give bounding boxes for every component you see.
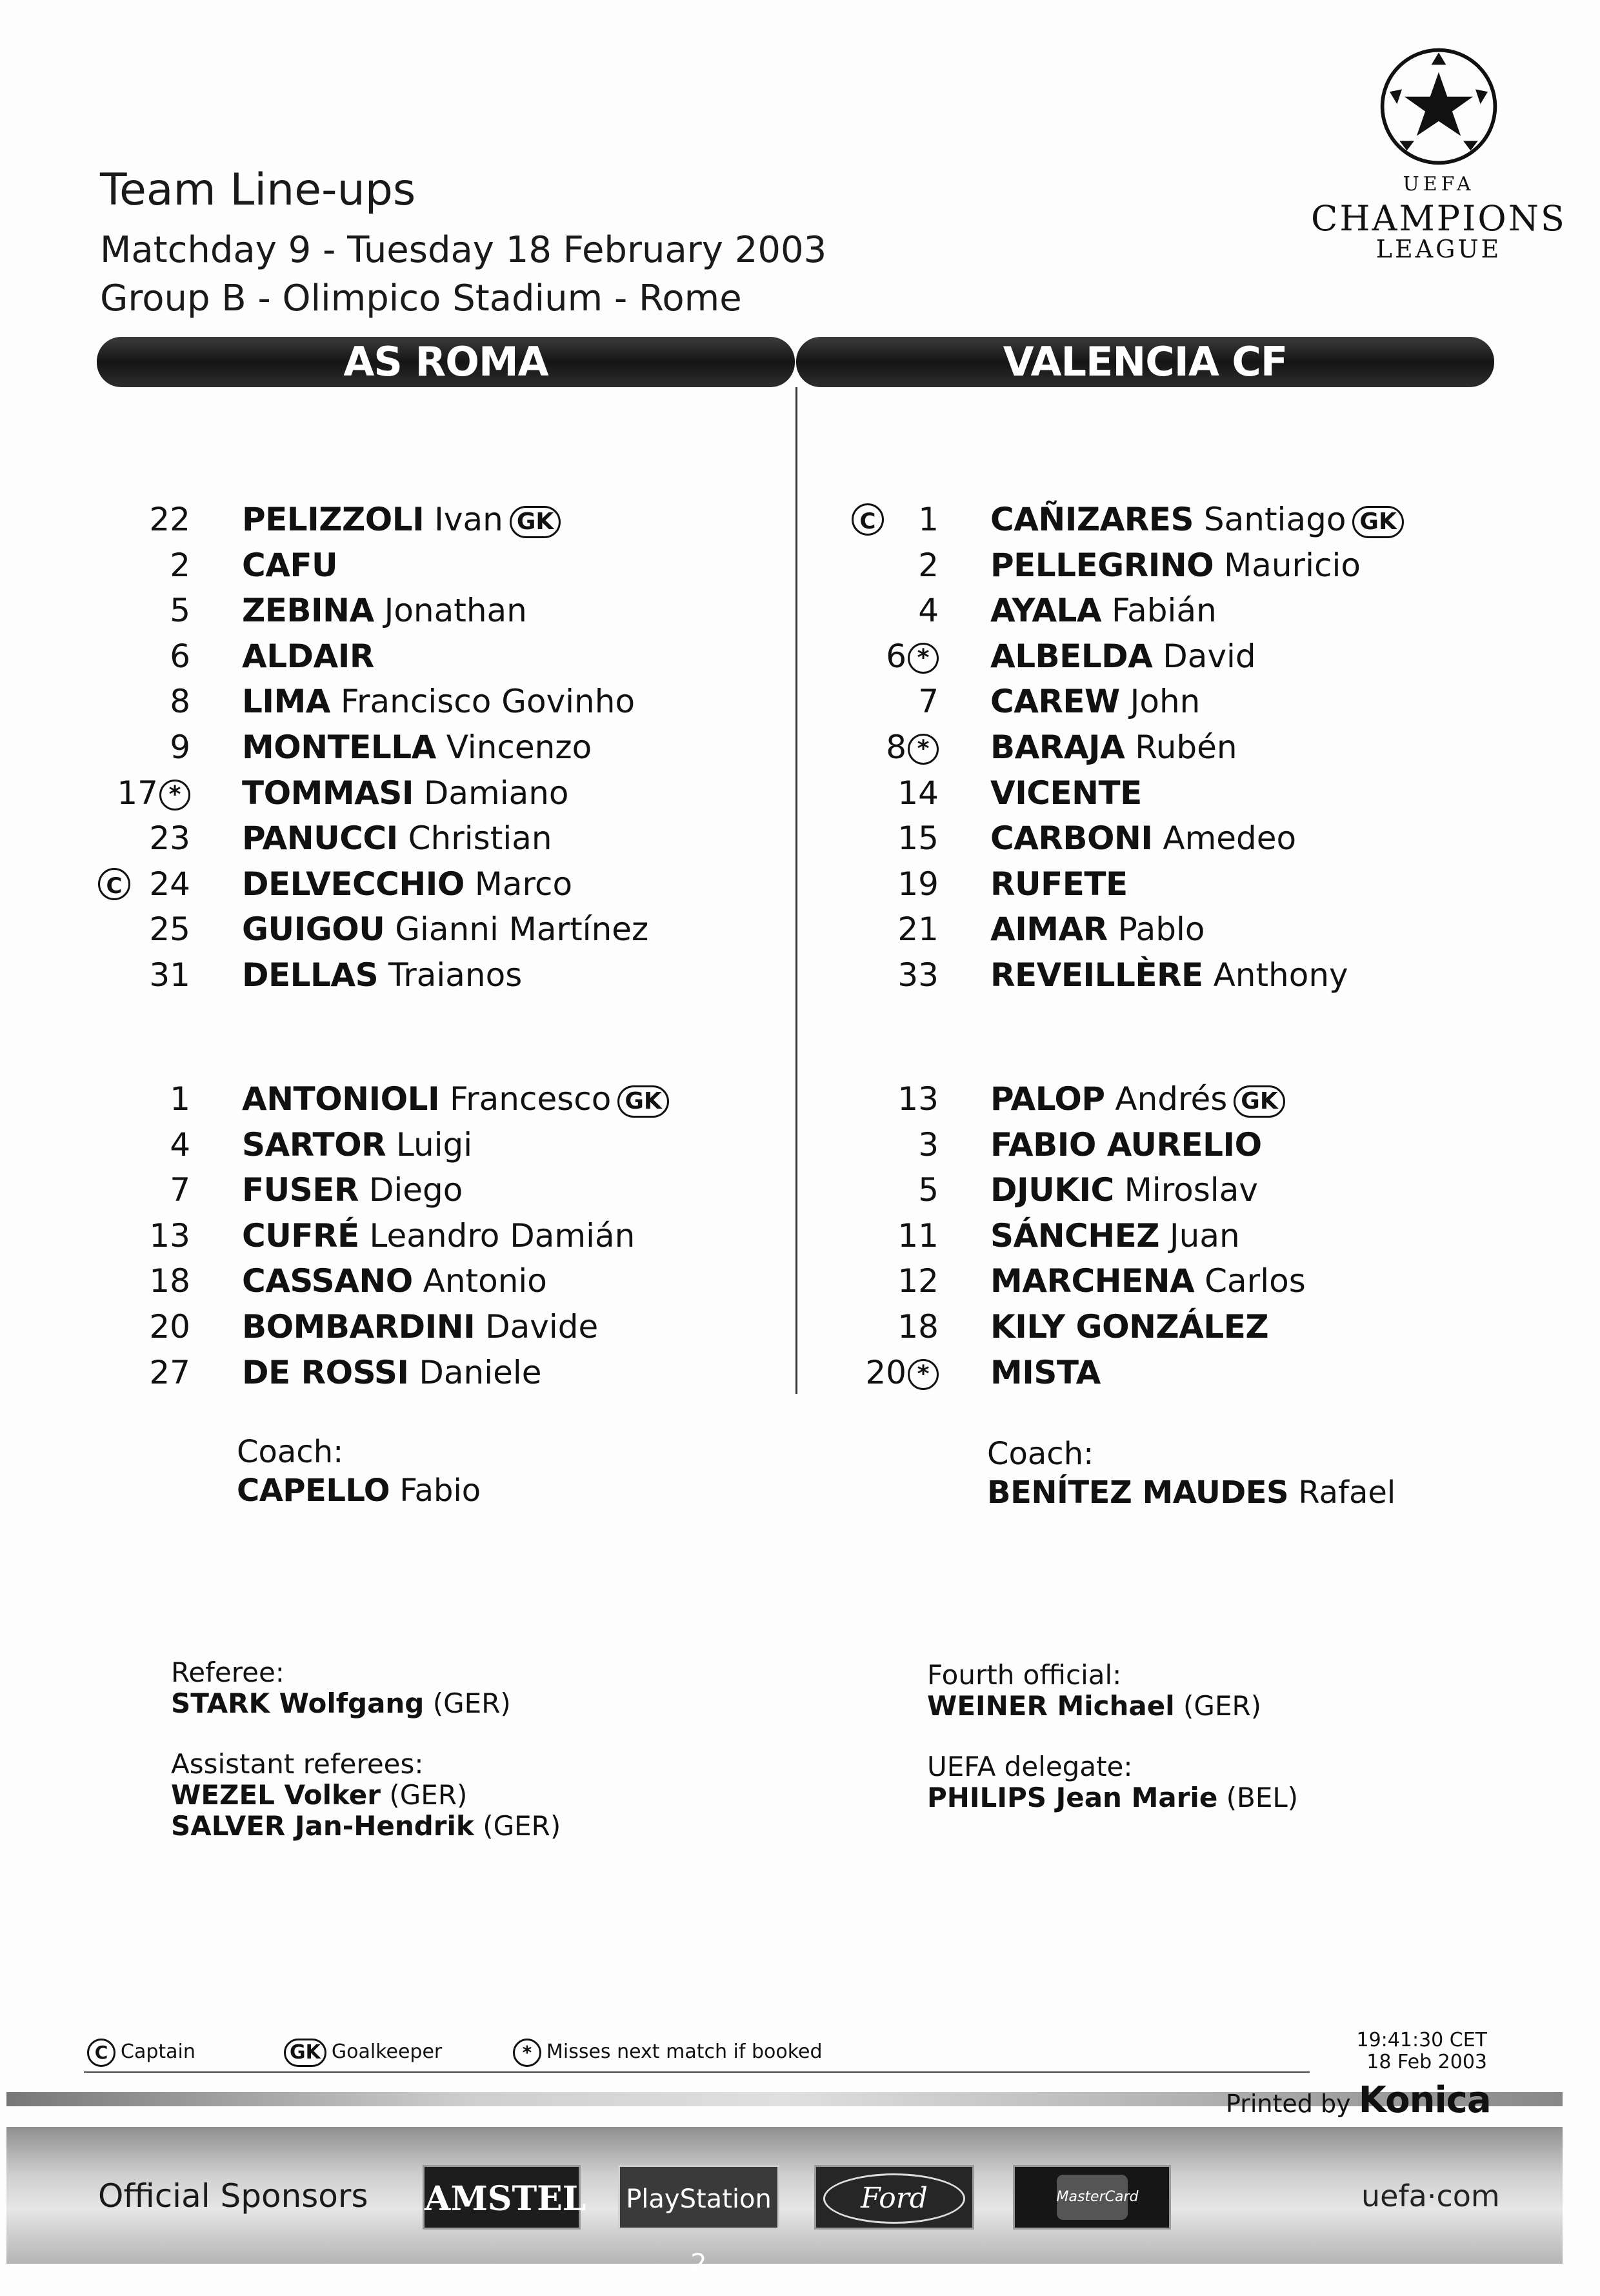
player-name bbox=[990, 907, 1205, 952]
delegate-name: PHILIPS Jean Marie bbox=[927, 1782, 1218, 1813]
player-row bbox=[832, 497, 1503, 543]
delegate-nat: (BEL) bbox=[1226, 1782, 1299, 1813]
player-first-name: Marco bbox=[474, 865, 573, 903]
champions-league-logo bbox=[1303, 45, 1574, 303]
home-coach-surname: CAPELLO bbox=[237, 1473, 390, 1509]
player-surname: CAFU bbox=[242, 546, 338, 584]
goalkeeper-icon: GK bbox=[510, 506, 561, 538]
player-surname: REVEILLÈRE bbox=[990, 956, 1203, 994]
player-first-name: John bbox=[1130, 683, 1201, 721]
venue-line: Group B - Olimpico Stadium - Rome bbox=[100, 277, 742, 319]
player-first-name: Francesco bbox=[449, 1080, 612, 1118]
player-first-name: Vincenzo bbox=[446, 728, 592, 766]
player-name bbox=[242, 679, 635, 724]
mastercard-badge: MasterCard bbox=[1057, 2175, 1128, 2220]
player-row bbox=[84, 1350, 755, 1396]
player-name bbox=[242, 1258, 547, 1304]
player-row bbox=[84, 543, 755, 589]
player-number bbox=[826, 634, 939, 679]
player-row bbox=[84, 816, 755, 861]
player-name bbox=[990, 770, 1142, 816]
player-row bbox=[832, 725, 1503, 770]
player-surname: SARTOR bbox=[242, 1125, 386, 1163]
referee-block bbox=[171, 1657, 511, 1719]
player-first-name: Ivan bbox=[434, 501, 503, 538]
legend-goalkeeper bbox=[284, 2033, 442, 2071]
player-row bbox=[832, 1350, 1503, 1396]
player-first-name: Miroslav bbox=[1124, 1171, 1258, 1209]
player-row bbox=[84, 634, 755, 680]
player-name bbox=[990, 634, 1256, 679]
player-number-text: 23 bbox=[149, 820, 190, 858]
player-name bbox=[242, 543, 337, 588]
player-number bbox=[77, 497, 190, 542]
player-number bbox=[826, 543, 939, 588]
player-surname: CASSANO bbox=[242, 1262, 413, 1300]
assistants-block bbox=[171, 1749, 561, 1842]
goalkeeper-icon: GK bbox=[617, 1085, 668, 1118]
home-subs-list bbox=[84, 1076, 755, 1395]
player-surname: MARCHENA bbox=[990, 1262, 1195, 1300]
ford-oval: Ford bbox=[823, 2173, 965, 2224]
league-wordmark: LEAGUE bbox=[1375, 235, 1502, 263]
player-surname: VICENTE bbox=[990, 774, 1142, 812]
player-number bbox=[826, 816, 939, 861]
away-starters-list bbox=[832, 497, 1503, 998]
player-first-name: Damiano bbox=[423, 774, 569, 812]
goalkeeper-icon: GK bbox=[284, 2039, 326, 2067]
player-surname: DELLAS bbox=[242, 956, 379, 994]
timestamp-date: 18 Feb 2003 bbox=[1366, 2051, 1487, 2073]
player-number bbox=[826, 861, 939, 907]
away-coach-surname: BENÍTEZ MAUDES bbox=[987, 1475, 1289, 1511]
asterisk-icon: * bbox=[908, 734, 939, 765]
player-surname: CAREW bbox=[990, 683, 1120, 721]
goalkeeper-icon: GK bbox=[1352, 506, 1403, 538]
player-number-text: 31 bbox=[149, 956, 190, 994]
player-number-text: 14 bbox=[897, 774, 939, 812]
asterisk-icon: * bbox=[908, 643, 939, 674]
player-first-name: Jonathan bbox=[384, 592, 527, 630]
player-row bbox=[84, 679, 755, 725]
player-surname: FABIO AURELIO bbox=[990, 1125, 1262, 1163]
player-name bbox=[242, 1076, 669, 1122]
player-number bbox=[77, 770, 190, 816]
legend-captain-label: Captain bbox=[121, 2040, 195, 2063]
player-number-text: 20 bbox=[865, 1353, 906, 1391]
away-coach bbox=[987, 1436, 1395, 1511]
player-number bbox=[77, 1213, 190, 1258]
player-number-text: 21 bbox=[897, 911, 939, 949]
player-number-text: 1 bbox=[170, 1080, 190, 1118]
player-name bbox=[242, 588, 527, 633]
uefa-wordmark: UEFA bbox=[1403, 173, 1475, 196]
fourth-name: WEINER Michael bbox=[927, 1690, 1175, 1722]
player-first-name: Juan bbox=[1169, 1216, 1240, 1254]
player-first-name: Rubén bbox=[1135, 728, 1237, 766]
player-number-text: 12 bbox=[897, 1262, 939, 1300]
player-number-text: 3 bbox=[918, 1125, 939, 1163]
player-number bbox=[77, 679, 190, 724]
player-name bbox=[990, 816, 1296, 861]
player-number bbox=[826, 725, 939, 770]
assistant2-name: SALVER Jan-Hendrik bbox=[171, 1810, 474, 1842]
player-row bbox=[832, 1122, 1503, 1168]
player-number-text: 2 bbox=[918, 546, 939, 584]
player-row bbox=[84, 725, 755, 770]
captain-icon: C bbox=[852, 503, 884, 536]
player-row bbox=[832, 952, 1503, 998]
captain-icon: C bbox=[98, 868, 130, 900]
player-name bbox=[242, 497, 561, 542]
assistant1-nat: (GER) bbox=[389, 1779, 468, 1811]
player-number bbox=[826, 1076, 939, 1122]
player-first-name: Francisco Govinho bbox=[340, 683, 635, 721]
player-row bbox=[84, 770, 755, 816]
player-row bbox=[84, 497, 755, 543]
player-number-text: 1 bbox=[918, 501, 939, 538]
player-surname: DE ROSSI bbox=[242, 1353, 409, 1391]
player-number bbox=[826, 1167, 939, 1213]
player-row bbox=[832, 1167, 1503, 1213]
player-name bbox=[990, 725, 1237, 770]
player-number bbox=[77, 588, 190, 633]
player-number-text: 25 bbox=[149, 911, 190, 949]
player-number bbox=[77, 816, 190, 861]
player-number-text: 5 bbox=[918, 1171, 939, 1209]
player-number-text: 5 bbox=[170, 592, 190, 630]
player-row bbox=[84, 1258, 755, 1304]
player-first-name: Fabián bbox=[1112, 592, 1217, 630]
goalkeeper-icon: GK bbox=[1234, 1085, 1285, 1118]
player-number-text: 2 bbox=[170, 546, 190, 584]
player-first-name: David bbox=[1163, 637, 1256, 675]
player-number bbox=[77, 1350, 190, 1395]
player-row bbox=[832, 907, 1503, 952]
player-surname: CUFRÉ bbox=[242, 1216, 359, 1254]
player-number bbox=[77, 952, 190, 998]
player-first-name: Carlos bbox=[1205, 1262, 1306, 1300]
player-number-text: 15 bbox=[897, 820, 939, 858]
legend-booked-label: Misses next match if booked bbox=[546, 2040, 823, 2063]
page-title: Team Line-ups bbox=[100, 165, 416, 216]
player-name bbox=[242, 816, 552, 861]
player-surname: PELLEGRINO bbox=[990, 546, 1214, 584]
home-starters-list bbox=[84, 497, 755, 998]
player-first-name: Gianni Martínez bbox=[395, 911, 649, 949]
player-number-text: 7 bbox=[918, 683, 939, 721]
home-coach-first: Fabio bbox=[399, 1473, 481, 1509]
player-name bbox=[242, 1122, 472, 1167]
player-first-name: Leandro Damián bbox=[369, 1216, 635, 1254]
player-surname: PANUCCI bbox=[242, 820, 398, 858]
player-number-text: 18 bbox=[897, 1307, 939, 1345]
player-number-text: 17 bbox=[117, 774, 158, 812]
home-team-bar: AS ROMA bbox=[97, 337, 795, 387]
coach-label: Coach: bbox=[987, 1436, 1094, 1472]
player-number-text: 4 bbox=[170, 1125, 190, 1163]
player-name bbox=[990, 543, 1361, 588]
player-first-name: Traianos bbox=[388, 956, 523, 994]
player-first-name: Diego bbox=[368, 1171, 463, 1209]
player-number bbox=[77, 1122, 190, 1167]
uefa-com-link[interactable]: uefa·com bbox=[1361, 2179, 1500, 2213]
player-number bbox=[826, 679, 939, 724]
player-name bbox=[242, 634, 374, 679]
player-row bbox=[832, 634, 1503, 680]
player-row bbox=[84, 588, 755, 634]
player-number bbox=[826, 952, 939, 998]
legend-captain bbox=[87, 2033, 195, 2071]
player-number-text: 27 bbox=[149, 1353, 190, 1391]
player-number-text: 6 bbox=[170, 637, 190, 675]
player-number bbox=[826, 497, 939, 542]
player-row bbox=[832, 1213, 1503, 1259]
fourth-label: Fourth official: bbox=[927, 1659, 1122, 1691]
player-name bbox=[990, 1122, 1262, 1167]
player-first-name: Amedeo bbox=[1163, 820, 1297, 858]
delegate-label: UEFA delegate: bbox=[927, 1751, 1133, 1782]
player-number-text: 18 bbox=[149, 1262, 190, 1300]
player-number-text: 13 bbox=[149, 1216, 190, 1254]
player-number bbox=[826, 1213, 939, 1258]
player-surname: TOMMASI bbox=[242, 774, 414, 812]
timestamp-time: 19:41:30 CET bbox=[1356, 2029, 1487, 2051]
player-number bbox=[77, 861, 190, 907]
player-name bbox=[990, 1258, 1306, 1304]
player-surname: MISTA bbox=[990, 1353, 1101, 1391]
player-number-text: 24 bbox=[149, 865, 190, 903]
player-number bbox=[826, 770, 939, 816]
player-first-name: Daniele bbox=[419, 1353, 542, 1391]
player-number bbox=[826, 1122, 939, 1167]
player-number bbox=[77, 725, 190, 770]
player-number bbox=[826, 1258, 939, 1304]
assistant1-name: WEZEL Volker bbox=[171, 1779, 381, 1811]
player-number bbox=[826, 1304, 939, 1349]
player-first-name: Luigi bbox=[395, 1125, 473, 1163]
konica-logo: Konica bbox=[1358, 2079, 1491, 2121]
coach-label: Coach: bbox=[237, 1434, 344, 1470]
player-row bbox=[84, 1076, 755, 1122]
player-number-text: 13 bbox=[897, 1080, 939, 1118]
player-name bbox=[990, 1213, 1240, 1258]
player-number-text: 7 bbox=[170, 1171, 190, 1209]
champions-wordmark: CHAMPIONS bbox=[1311, 198, 1566, 239]
player-surname: RUFETE bbox=[990, 865, 1128, 903]
player-row bbox=[84, 1213, 755, 1259]
asterisk-icon: * bbox=[908, 1359, 939, 1390]
player-surname: MONTELLA bbox=[242, 728, 436, 766]
player-surname: FUSER bbox=[242, 1171, 359, 1209]
player-number-text: 8 bbox=[170, 683, 190, 721]
player-number bbox=[77, 1167, 190, 1213]
player-row bbox=[832, 679, 1503, 725]
away-coach-first: Rafael bbox=[1298, 1475, 1396, 1511]
ford-logo bbox=[814, 2165, 974, 2230]
printed-by bbox=[1226, 2079, 1491, 2121]
matchday-line: Matchday 9 - Tuesday 18 February 2003 bbox=[100, 229, 827, 271]
player-surname: ANTONIOLI bbox=[242, 1080, 440, 1118]
player-number bbox=[77, 543, 190, 588]
column-divider bbox=[795, 387, 797, 1394]
player-number-text: 4 bbox=[918, 592, 939, 630]
player-row bbox=[84, 952, 755, 998]
player-number-text: 9 bbox=[170, 728, 190, 766]
legend bbox=[84, 2033, 1310, 2073]
legend-booked bbox=[513, 2033, 823, 2071]
player-surname: BARAJA bbox=[990, 728, 1125, 766]
referee-name: STARK Wolfgang bbox=[171, 1687, 425, 1719]
player-name bbox=[990, 1304, 1268, 1349]
player-row bbox=[84, 861, 755, 907]
player-name bbox=[990, 1076, 1285, 1122]
player-row bbox=[832, 1258, 1503, 1304]
player-surname: LIMA bbox=[242, 683, 330, 721]
player-number bbox=[77, 634, 190, 679]
player-surname: BOMBARDINI bbox=[242, 1307, 475, 1345]
player-surname: ZEBINA bbox=[242, 592, 374, 630]
player-name bbox=[990, 497, 1404, 542]
player-first-name: Santiago bbox=[1203, 501, 1346, 538]
player-first-name: Andrés bbox=[1115, 1080, 1228, 1118]
player-row bbox=[84, 907, 755, 952]
fourth-official-block bbox=[927, 1660, 1261, 1722]
player-surname: CAÑIZARES bbox=[990, 501, 1194, 538]
player-surname: CARBONI bbox=[990, 820, 1153, 858]
player-surname: ALBELDA bbox=[990, 637, 1153, 675]
player-name bbox=[990, 1167, 1258, 1213]
player-first-name: Pablo bbox=[1117, 911, 1205, 949]
player-name bbox=[242, 1213, 635, 1258]
starball-icon bbox=[1377, 45, 1500, 168]
player-row bbox=[84, 1122, 755, 1168]
player-surname: ALDAIR bbox=[242, 637, 374, 675]
player-number bbox=[77, 907, 190, 952]
player-number bbox=[826, 1350, 939, 1395]
player-number-text: 11 bbox=[897, 1216, 939, 1254]
home-coach bbox=[237, 1434, 481, 1509]
player-name bbox=[990, 679, 1200, 724]
player-surname: AIMAR bbox=[990, 911, 1108, 949]
player-first-name: Davide bbox=[485, 1307, 599, 1345]
player-surname: GUIGOU bbox=[242, 911, 385, 949]
mastercard-logo bbox=[1013, 2165, 1171, 2230]
away-subs-list bbox=[832, 1076, 1503, 1395]
player-first-name: Anthony bbox=[1213, 956, 1348, 994]
legend-goalkeeper-label: Goalkeeper bbox=[331, 2040, 443, 2063]
timestamp bbox=[1316, 2029, 1487, 2073]
referee-label: Referee: bbox=[171, 1657, 285, 1688]
player-name bbox=[990, 588, 1217, 633]
fourth-nat: (GER) bbox=[1183, 1690, 1262, 1722]
referee-nat: (GER) bbox=[432, 1687, 511, 1719]
player-row bbox=[84, 1167, 755, 1213]
asterisk-icon: * bbox=[159, 780, 190, 811]
sponsors-label: Official Sponsors bbox=[98, 2177, 368, 2215]
player-first-name: Mauricio bbox=[1224, 546, 1361, 584]
player-number-text: 19 bbox=[897, 865, 939, 903]
player-name bbox=[242, 770, 569, 816]
player-row bbox=[832, 588, 1503, 634]
player-number-text: 8 bbox=[886, 728, 906, 766]
player-row bbox=[84, 1304, 755, 1350]
player-number bbox=[77, 1258, 190, 1304]
player-name bbox=[242, 1350, 542, 1395]
player-name bbox=[242, 1167, 463, 1213]
player-number bbox=[77, 1076, 190, 1122]
player-first-name: Antonio bbox=[423, 1262, 547, 1300]
player-number-text: 20 bbox=[149, 1307, 190, 1345]
assistants-label: Assistant referees: bbox=[171, 1748, 424, 1780]
player-name bbox=[990, 861, 1128, 907]
player-name bbox=[990, 952, 1348, 998]
player-name bbox=[242, 907, 648, 952]
player-surname: DJUKIC bbox=[990, 1171, 1114, 1209]
player-name bbox=[242, 1304, 598, 1349]
player-surname: AYALA bbox=[990, 592, 1102, 630]
player-number bbox=[826, 907, 939, 952]
delegate-block bbox=[927, 1751, 1298, 1813]
player-number-text: 22 bbox=[149, 501, 190, 538]
player-row bbox=[832, 861, 1503, 907]
player-first-name: Christian bbox=[408, 820, 552, 858]
player-row bbox=[832, 1076, 1503, 1122]
assistant2-nat: (GER) bbox=[483, 1810, 561, 1842]
player-surname: DELVECCHIO bbox=[242, 865, 465, 903]
player-row bbox=[832, 1304, 1503, 1350]
player-number bbox=[77, 1304, 190, 1349]
player-name bbox=[242, 725, 592, 770]
player-number-text: 33 bbox=[897, 956, 939, 994]
player-surname: PALOP bbox=[990, 1080, 1105, 1118]
player-surname: PELIZZOLI bbox=[242, 501, 425, 538]
player-row bbox=[832, 770, 1503, 816]
player-surname: SÁNCHEZ bbox=[990, 1216, 1160, 1254]
asterisk-icon: * bbox=[513, 2039, 541, 2067]
player-surname: KILY GONZÁLEZ bbox=[990, 1307, 1269, 1345]
player-number bbox=[826, 588, 939, 633]
player-name bbox=[990, 1350, 1101, 1395]
away-team-bar: VALENCIA CF bbox=[796, 337, 1494, 387]
playstation-logo: PlayStation 2 bbox=[618, 2165, 779, 2230]
player-row bbox=[832, 816, 1503, 861]
player-row bbox=[832, 543, 1503, 589]
amstel-logo: AMSTEL bbox=[423, 2165, 581, 2230]
player-name bbox=[242, 861, 572, 907]
player-name bbox=[242, 952, 522, 998]
captain-icon: C bbox=[87, 2039, 115, 2067]
player-number-text: 6 bbox=[886, 637, 906, 675]
printed-by-text: Printed by bbox=[1226, 2090, 1351, 2118]
